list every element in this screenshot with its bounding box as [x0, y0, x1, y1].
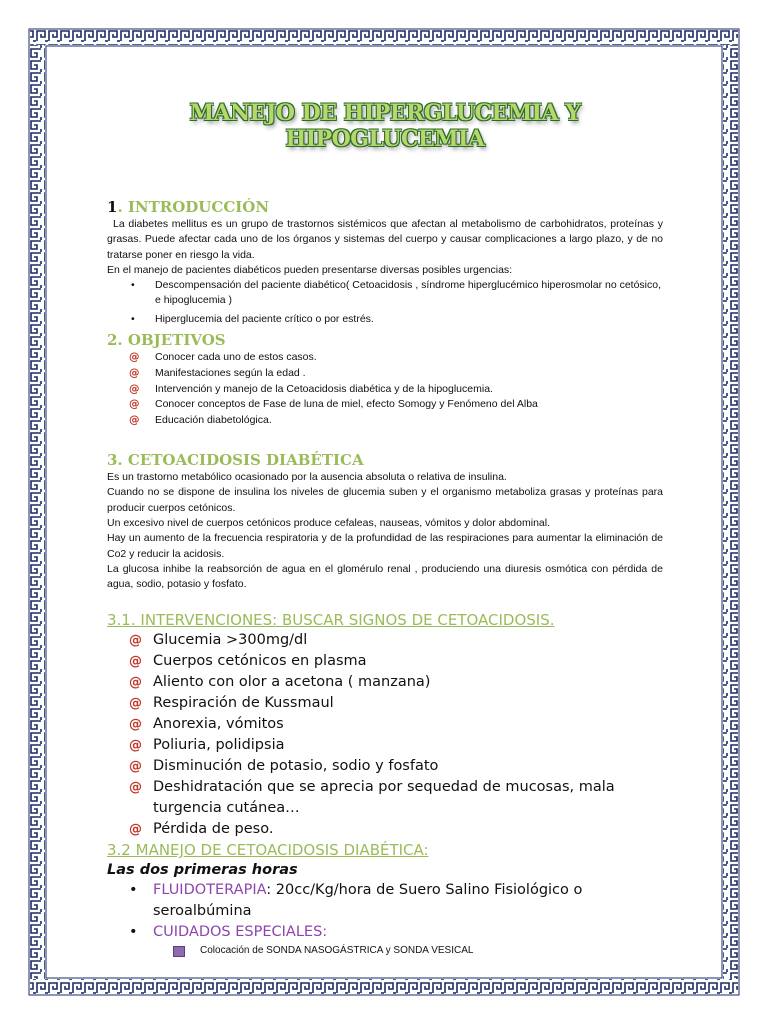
objetivos-list — [107, 350, 663, 429]
list-item: @ Conocer conceptos de Fase de luna de miel, efecto Somogy y Fenómeno del Alba — [107, 397, 663, 413]
page-title: MANEJO DE HIPERGLUCEMIA Y HIPOGLUCEMIA — [189, 100, 581, 152]
list-item: @ Cuerpos cetónicos en plasma — [107, 651, 663, 672]
at-bullet-icon: @ — [129, 633, 142, 649]
list-item: @ Manifestaciones según la edad . — [107, 366, 663, 382]
list-item: • Hiperglucemia del paciente crítico o por estrés. — [107, 312, 663, 327]
section-title: . INTRODUCCIÓN — [117, 198, 270, 216]
list-item: @ Respiración de Kussmaul — [107, 693, 663, 714]
at-bullet-icon: @ — [129, 717, 142, 733]
cuidados-label: CUIDADOS ESPECIALES: — [153, 924, 328, 941]
manejo-subtitle: Las dos primeras horas — [107, 862, 298, 879]
list-item: @ Disminución de potasio, sodio y fosfato — [107, 756, 663, 777]
list-item: @ Intervención y manejo de la Cetoacidosis diabética y de la hipoglucemia. — [107, 382, 663, 398]
at-bullet-icon: @ — [129, 738, 142, 754]
signos-list — [107, 630, 663, 840]
list-item: @ Anorexia, vómitos — [107, 714, 663, 735]
list-item: @ Conocer cada uno de estos casos. — [107, 350, 663, 366]
section-heading-introduccion — [107, 198, 663, 217]
paragraph: Es un trastorno metabólico ocasionado por la ausencia absoluta o relativa de insulina. — [107, 471, 507, 484]
fluidoterapia-label: FLUIDOTERAPIA — [153, 882, 267, 899]
at-bullet-icon: @ — [129, 696, 142, 712]
paragraph: Hay un aumento de la frecuencia respiratoria y de la profundidad de las respiraciones para aumentar la eliminación de Co2 y reducir la acidosis. — [107, 532, 663, 560]
intro-paragraph: La diabetes mellitus es un grupo de trastornos sistémicos que afectan al metabolismo de carbohidratos, proteínas y grasas. Puede afectar cada uno de los órganos y sistemas del cuerpo y causar complicaciones a largo plazo, y de no tratarse poner en riesgo la vida. — [107, 218, 663, 261]
at-bullet-icon: @ — [129, 398, 140, 411]
paragraph: Cuando no se dispone de insulina los niveles de glucemia suben y el organismo metaboliza grasas y proteínas para producir cuerpos cetónicos. — [107, 486, 663, 514]
bullet-icon: • — [129, 882, 138, 899]
document-body — [107, 92, 663, 959]
paragraph: La glucosa inhibe la reabsorción de agua en el glomérulo renal , produciendo una diuresis osmótica con pérdida de agua, sodio, potasio y fosfato. — [107, 562, 663, 591]
subsection-heading-intervenciones: 3.1. INTERVENCIONES: BUSCAR SIGNOS DE CETOACIDOSIS. — [107, 611, 555, 630]
at-bullet-icon: @ — [129, 759, 142, 775]
list-item — [107, 922, 663, 943]
list-item: @ Glucemia >300mg/dl — [107, 630, 663, 651]
sub-list-item: Colocación de SONDA NASOGÁSTRICA y SONDA VESICAL — [107, 943, 663, 959]
list-item: • FLUIDOTERAPIA: 20cc/Kg/hora de Suero Salino Fisiológico o seroalbúmina — [129, 882, 583, 920]
intro-paragraph-2: En el manejo de pacientes diabéticos pueden presentarse diversas posibles urgencias: — [107, 263, 513, 276]
at-bullet-icon: @ — [129, 366, 140, 379]
section-heading-cetoacidosis: 3. CETOACIDOSIS DIABÉTICA — [107, 451, 364, 470]
at-bullet-icon: @ — [129, 675, 142, 691]
list-item: @ Pérdida de peso. — [107, 819, 663, 840]
list-item: @ Aliento con olor a acetona ( manzana) — [107, 672, 663, 693]
at-bullet-icon: @ — [129, 351, 140, 364]
list-item: @ Educación diabetológica. — [107, 413, 663, 429]
section-number: 1 — [107, 198, 118, 216]
bullet-icon: • — [131, 312, 135, 325]
list-item: @ Deshidratación que se aprecia por sequedad de mucosas, mala turgencia cutánea… — [129, 779, 615, 817]
paragraph: Un excesivo nivel de cuerpos cetónicos produce cefaleas, nauseas, vómitos y dolor abdominal. — [107, 516, 550, 529]
bullet-icon: • — [131, 279, 135, 292]
list-item: • Descompensación del paciente diabético( Cetoacidosis , síndrome hiperglucémico hiperosmolar no cetósico, e hipoglucemia ) — [131, 279, 662, 307]
section-heading-objetivos: 2. OBJETIVOS — [107, 331, 226, 350]
list-item: @ Poliuria, polidipsia — [107, 735, 663, 756]
at-bullet-icon: @ — [129, 654, 142, 670]
urgencias-list — [107, 278, 663, 327]
bullet-icon: • — [129, 924, 138, 941]
manejo-list — [107, 880, 663, 943]
at-bullet-icon: @ — [129, 414, 140, 427]
square-bullet-icon — [173, 946, 185, 957]
at-bullet-icon: @ — [129, 822, 142, 838]
at-bullet-icon: @ — [129, 382, 140, 395]
at-bullet-icon: @ — [129, 780, 142, 796]
subsection-heading-manejo: 3.2 MANEJO DE CETOACIDOSIS DIABÉTICA: — [107, 841, 429, 860]
